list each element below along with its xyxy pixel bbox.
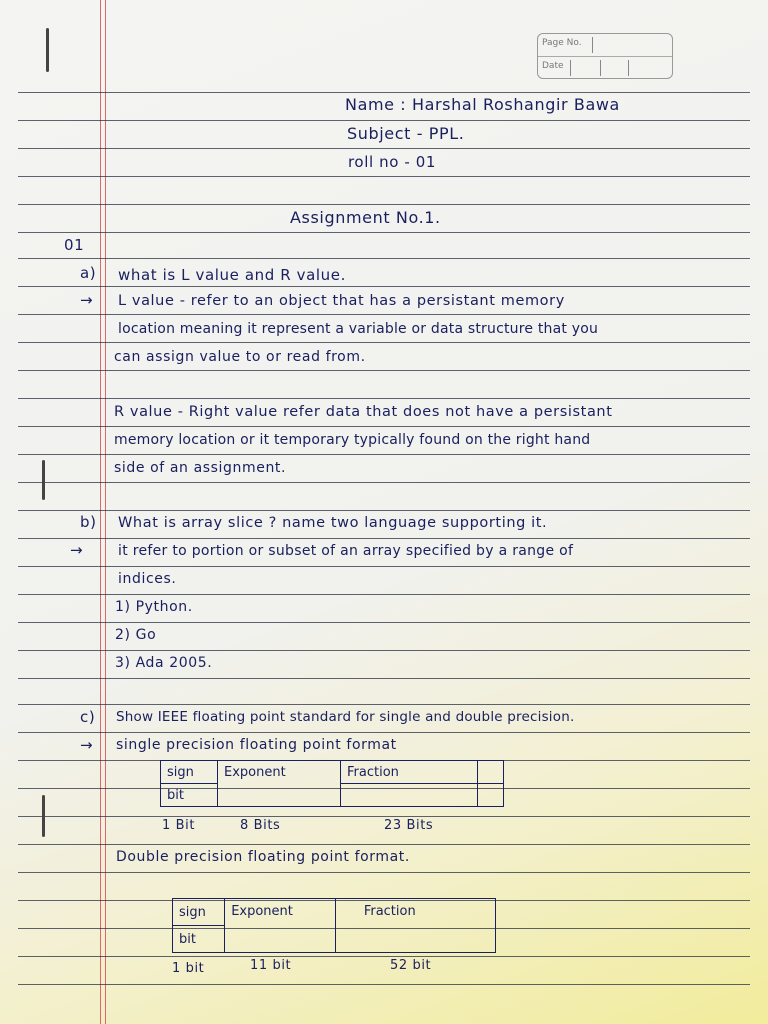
language-item: 1) Python. [115,599,193,615]
answer-a-line: side of an assignment. [114,460,287,476]
sign-bit-count: 1 Bit [162,818,196,833]
ruled-line [18,844,750,845]
margin-line-right [105,0,106,1024]
ruled-line [18,650,750,651]
answer-c-arrow: → [80,736,94,754]
page-date-box [537,33,673,79]
question-c-text: Show IEEE floating point standard for single and double precision. [116,709,575,725]
question-set-number: 01 [64,236,85,254]
answer-a-line: R value - Right value refer data that does not have a persistant [114,404,613,420]
exponent-cell: Exponent [218,761,341,807]
pencil-mark [46,28,49,72]
page-no-row [538,34,672,56]
date-separator [600,60,601,76]
ruled-line [18,342,750,343]
answer-a-arrow: → [80,291,94,309]
single-precision-title: single precision floating point format [116,737,397,753]
ruled-line [18,426,750,427]
page-no-separator [592,37,593,53]
ruled-line [18,538,750,539]
sign-cell: sign [161,761,218,784]
exponent-cell: Exponent [225,899,336,953]
fraction-cell: Fraction [341,761,478,784]
question-c-marker: c) [80,708,96,726]
ruled-line [18,120,750,121]
question-a-text: what is L value and R value. [118,266,346,284]
ruled-line [18,454,750,455]
table-extension-cell [478,761,504,784]
ruled-line [18,872,750,873]
table-extension-cell [478,784,504,807]
exponent-bit-count: 8 Bits [240,818,281,833]
pencil-mark [42,460,45,500]
fraction-bit-count: 52 bit [390,958,432,973]
ruled-line [18,984,750,985]
roll-number: roll no - 01 [348,153,437,171]
ruled-line [18,232,750,233]
question-b-marker: b) [80,513,97,531]
sign-cell: sign [173,899,225,926]
fraction-bit-count: 23 Bits [384,818,434,833]
answer-a-line: location meaning it represent a variable or data structure that you [118,321,599,337]
ruled-line [18,622,750,623]
ruled-line [18,370,750,371]
language-item: 3) Ada 2005. [115,655,213,671]
answer-b-arrow: → [70,541,84,559]
answer-b-line: it refer to portion or subset of an array specified by a range of [118,543,574,559]
exponent-bit-count: 11 bit [250,958,292,973]
date-row [538,56,672,79]
date-label: Date [542,61,564,71]
ruled-line [18,148,750,149]
ruled-line [18,176,750,177]
sign-bit-count: 1 bit [172,961,205,976]
fraction-empty-cell [341,784,478,807]
ruled-line [18,92,750,93]
date-separator [628,60,629,76]
date-separator [570,60,571,76]
ruled-line [18,482,750,483]
question-a-marker: a) [80,264,97,282]
page-no-label: Page No. [542,38,582,48]
answer-a-line: L value - refer to an object that has a persistant memory [118,293,565,309]
double-precision-title: Double precision floating point format. [116,849,410,865]
answer-b-line: indices. [118,571,177,587]
ruled-line [18,258,750,259]
ruled-line [18,510,750,511]
assignment-title: Assignment No.1. [290,208,441,227]
ruled-line [18,204,750,205]
answer-a-line: memory location or it temporary typically found on the right hand [114,432,591,448]
ruled-line [18,314,750,315]
ruled-line [18,732,750,733]
margin-line-left [100,0,101,1024]
ruled-line [18,398,750,399]
single-precision-table [160,760,504,807]
sign-bit-cell: bit [173,926,225,953]
ruled-line [18,678,750,679]
question-b-text: What is array slice ? name two language supporting it. [118,515,548,531]
sign-bit-cell: bit [161,784,218,807]
double-precision-table [172,898,496,953]
ruled-line [18,566,750,567]
student-name: Name : Harshal Roshangir Bawa [345,95,620,114]
ruled-line [18,956,750,957]
fraction-cell: Fraction [335,899,495,953]
language-item: 2) Go [115,627,157,643]
ruled-line [18,286,750,287]
ruled-line [18,594,750,595]
pencil-mark [42,795,45,837]
answer-a-line: can assign value to or read from. [114,349,366,365]
ruled-line [18,704,750,705]
subject: Subject - PPL. [347,124,465,143]
ruled-line [18,816,750,817]
